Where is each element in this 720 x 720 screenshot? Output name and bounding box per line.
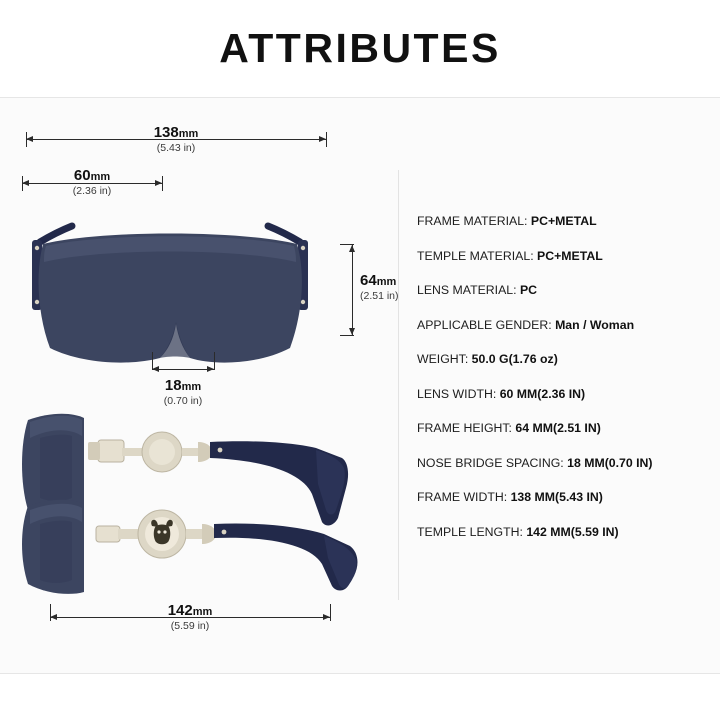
sunglasses-front-view [10, 196, 340, 386]
footer-strip [0, 674, 720, 720]
spec-key: LENS WIDTH: [417, 386, 497, 401]
nose-bridge-inches: (0.70 in) [163, 395, 203, 408]
column-divider [398, 170, 399, 600]
spec-row-temple-material [417, 249, 707, 263]
spec-key: FRAME HEIGHT: [417, 421, 512, 435]
spec-value: PC [519, 283, 538, 297]
spec-row-frame-material [417, 214, 707, 228]
temple-length-value: 142 [167, 602, 193, 619]
spec-value: PC+METAL [530, 214, 597, 228]
spec-row-temple-length [417, 525, 707, 539]
spec-row-nose-bridge-spacing [417, 456, 707, 470]
spec-row-lens-width [417, 387, 707, 401]
spec-key: WEIGHT: [417, 352, 469, 366]
spec-value: 60 MM(2.36 IN) [499, 386, 586, 401]
spec-value: PC+METAL [537, 248, 603, 263]
frame-height-unit: mm [376, 276, 397, 288]
spec-row-frame-height [417, 421, 707, 435]
spec-row-frame-width [417, 490, 707, 504]
frame-width-value: 138 [153, 124, 179, 141]
frame-width-inches: (5.43 in) [156, 142, 196, 155]
spec-value: 138 MM(5.43 IN) [510, 490, 603, 504]
spec-row-weight [417, 352, 707, 366]
page-header [0, 0, 720, 97]
spec-key: FRAME WIDTH: [417, 490, 508, 504]
nose-bridge-unit: mm [181, 381, 202, 393]
spec-value: 142 MM(5.59 IN) [526, 524, 619, 539]
spec-value: 18 MM(0.70 IN) [567, 455, 653, 470]
lens-width-value: 60 [73, 167, 91, 184]
temple-length-inches: (5.59 in) [170, 620, 210, 633]
frame-width-unit: mm [178, 128, 199, 140]
spec-row-lens-material [417, 283, 707, 297]
spec-value: 50.0 G(1.76 oz) [471, 352, 558, 366]
spec-key: APPLICABLE GENDER: [417, 317, 552, 332]
spec-key: LENS MATERIAL: [417, 283, 517, 297]
spec-key: FRAME MATERIAL: [417, 214, 528, 228]
frame-height-value: 64 [360, 272, 377, 289]
nose-bridge-value: 18 [164, 377, 182, 394]
sunglasses-side-view [10, 398, 370, 598]
spec-value: 64 MM(2.51 IN) [515, 421, 601, 435]
spec-key: TEMPLE LENGTH: [417, 524, 523, 539]
spec-value: Man / Woman [555, 317, 635, 332]
frame-height-inches: (2.51 in) [360, 290, 399, 303]
temple-length-unit: mm [192, 606, 213, 618]
lens-width-inches: (2.36 in) [72, 185, 112, 198]
spec-row-applicable-gender [417, 318, 707, 332]
page-title: ATTRIBUTES [219, 25, 501, 71]
specification-list [417, 214, 707, 559]
lens-width-unit: mm [90, 171, 111, 183]
spec-key: NOSE BRIDGE SPACING: [417, 455, 564, 470]
spec-key: TEMPLE MATERIAL: [417, 248, 534, 263]
